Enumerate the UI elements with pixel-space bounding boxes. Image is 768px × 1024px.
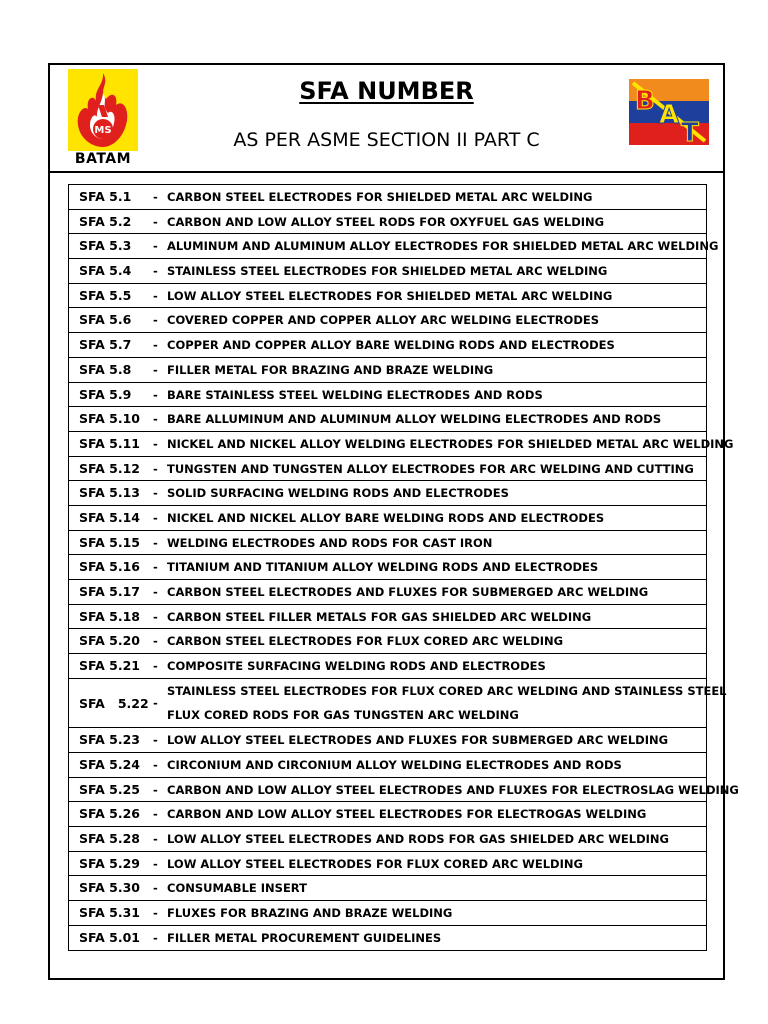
sfa-row <box>69 876 706 901</box>
sfa-dash: - <box>153 190 158 204</box>
sfa-dash: - <box>153 313 158 328</box>
sfa-row <box>69 926 706 951</box>
sfa-row <box>69 358 706 383</box>
sfa-code: SFA 5.20 <box>79 633 140 649</box>
sfa-dash: - <box>153 239 158 254</box>
sfa-dash: - <box>153 831 158 846</box>
sfa-dash: - <box>153 807 158 822</box>
sfa-list <box>68 184 739 951</box>
sfa-code: SFA 5.18 <box>79 608 140 624</box>
sfa-description: CARBON STEEL ELECTRODES FOR SHIELDED METAL ARC WELDING <box>167 190 593 204</box>
sfa-row <box>69 654 706 679</box>
sfa-row <box>69 580 706 605</box>
batam-logo-text: BATAM <box>74 151 132 167</box>
sfa-row <box>69 555 706 580</box>
sfa-row <box>69 481 706 506</box>
sfa-description: CARBON STEEL ELECTRODES FOR FLUX CORED ARC WELDING <box>167 634 564 649</box>
sfa-dash: - <box>153 264 158 279</box>
sfa-row <box>69 802 706 827</box>
sfa-row <box>69 185 706 210</box>
sfa-code: SFA 5.8 <box>79 361 132 377</box>
svg-text:A: A <box>659 100 680 130</box>
sfa-dash: - <box>153 461 158 476</box>
sfa-description: TITANIUM AND TITANIUM ALLOY WELDING RODS AND ELECTRODES <box>167 560 599 575</box>
sfa-description: CARBON AND LOW ALLOY STEEL ELECTRODES FOR ELECTROGAS WELDING <box>167 807 647 822</box>
sfa-dash: - <box>153 510 158 525</box>
sfa-dash: - <box>153 634 158 649</box>
sfa-dash: - <box>153 535 158 550</box>
sfa-description: CIRCONIUM AND CIRCONIUM ALLOY WELDING ELECTRODES AND RODS <box>167 757 622 772</box>
sfa-code: SFA 5.6 <box>79 312 132 328</box>
sfa-row <box>69 284 706 309</box>
sfa-dash: - <box>153 782 158 797</box>
sfa-code: SFA 5.28 <box>79 830 140 846</box>
sfa-row <box>69 308 706 333</box>
sfa-dash: - <box>153 436 158 451</box>
sfa-row <box>69 852 706 877</box>
header <box>50 65 723 173</box>
sfa-row <box>69 605 706 630</box>
bat-logo-icon <box>629 79 709 145</box>
sfa-description: SOLID SURFACING WELDING RODS AND ELECTRODES <box>167 486 509 501</box>
sfa-dash: - <box>153 585 158 599</box>
sfa-code: SFA 5.7 <box>79 337 132 353</box>
sfa-description-line: FLUX CORED RODS FOR GAS TUNGSTEN ARC WELDING <box>167 708 519 723</box>
sfa-dash: - <box>153 757 158 772</box>
sfa-row <box>69 457 706 482</box>
sfa-code: SFA 5.12 <box>79 460 140 476</box>
sfa-code: SFA 5.26 <box>79 806 140 822</box>
sfa-row <box>69 506 706 531</box>
sfa-description: FLUXES FOR BRAZING AND BRAZE WELDING <box>167 905 453 920</box>
sfa-description: LOW ALLOY STEEL ELECTRODES AND RODS FOR GAS SHIELDED ARC WELDING <box>167 831 669 846</box>
sfa-row <box>69 531 706 556</box>
sfa-row <box>69 234 719 259</box>
sfa-row <box>69 679 727 728</box>
sfa-description: CARBON AND LOW ALLOY STEEL ELECTRODES AND FLUXES FOR ELECTROSLAG WELDING <box>167 782 739 797</box>
sfa-description: NICKEL AND NICKEL ALLOY WELDING ELECTRODES FOR SHIELDED METAL ARC WELDING <box>167 436 734 451</box>
svg-text:MS: MS <box>94 125 112 136</box>
sfa-description: ALUMINUM AND ALUMINUM ALLOY ELECTRODES FOR SHIELDED METAL ARC WELDING <box>167 239 719 254</box>
sfa-description: LOW ALLOY STEEL ELECTRODES FOR SHIELDED METAL ARC WELDING <box>167 288 613 303</box>
sfa-dash: - <box>153 881 158 896</box>
sfa-code: SFA 5.1 <box>79 189 132 204</box>
sfa-description: CONSUMABLE INSERT <box>167 881 307 896</box>
sfa-description <box>167 679 727 728</box>
sfa-row <box>69 753 706 778</box>
sfa-dash: - <box>153 560 158 575</box>
sfa-dash: - <box>153 338 158 353</box>
sfa-row <box>69 778 739 803</box>
sfa-description: NICKEL AND NICKEL ALLOY BARE WELDING RODS AND ELECTRODES <box>167 510 605 525</box>
svg-text:T: T <box>681 118 699 145</box>
sfa-description: COPPER AND COPPER ALLOY BARE WELDING RODS AND ELECTRODES <box>167 338 615 353</box>
sfa-code: SFA 5.24 <box>79 756 140 772</box>
sfa-row <box>69 210 706 235</box>
sfa-description: COMPOSITE SURFACING WELDING RODS AND ELECTRODES <box>167 659 546 674</box>
sfa-description: STAINLESS STEEL ELECTRODES FOR SHIELDED METAL ARC WELDING <box>167 264 608 279</box>
sfa-row <box>69 383 706 408</box>
svg-text:B: B <box>635 86 655 116</box>
sfa-code: SFA 5.5 <box>79 287 132 303</box>
sfa-dash: - <box>153 930 158 945</box>
sfa-code: SFA 5.01 <box>79 929 140 945</box>
sfa-code: SFA 5.13 <box>79 485 140 501</box>
sfa-code: SFA 5.16 <box>79 559 140 575</box>
sfa-description: CARBON STEEL FILLER METALS FOR GAS SHIELDED ARC WELDING <box>167 609 592 624</box>
sfa-code: SFA 5.31 <box>79 904 140 920</box>
sfa-description: FILLER METAL PROCUREMENT GUIDELINES <box>167 930 442 945</box>
sfa-row <box>69 407 706 432</box>
sfa-description: COVERED COPPER AND COPPER ALLOY ARC WELDING ELECTRODES <box>167 313 600 328</box>
sfa-code: SFA 5.29 <box>79 855 140 871</box>
sfa-code: SFA 5.3 <box>79 238 132 254</box>
sfa-code: SFA 5.30 <box>79 880 140 896</box>
sfa-dash: - <box>153 695 158 710</box>
sfa-dash: - <box>153 362 158 377</box>
sfa-description: WELDING ELECTRODES AND RODS FOR CAST IRON <box>167 535 493 550</box>
sfa-dash: - <box>153 486 158 501</box>
sfa-dash: - <box>153 412 158 427</box>
sfa-description: TUNGSTEN AND TUNGSTEN ALLOY ELECTRODES FOR ARC WELDING AND CUTTING <box>167 461 694 476</box>
page-title: SFA NUMBER <box>299 77 474 105</box>
sfa-code: SFA 5.11 <box>79 435 140 451</box>
sfa-code: SFA 5.21 <box>79 658 140 674</box>
sfa-code: SFA 5.15 <box>79 534 140 550</box>
sfa-dash: - <box>153 387 158 402</box>
sfa-dash: - <box>153 733 158 748</box>
sfa-code: SFA 5.4 <box>79 263 132 279</box>
page-subtitle: AS PER ASME SECTION II PART C <box>233 129 540 151</box>
sfa-code: SFA 5.10 <box>79 411 140 427</box>
sfa-code: SFA 5.2 <box>79 213 132 229</box>
sfa-code: SFA 5.9 <box>79 386 132 402</box>
sfa-dash: - <box>153 609 158 624</box>
sfa-code: SFA 5.25 <box>79 781 140 797</box>
sfa-row <box>69 827 706 852</box>
sfa-row <box>69 629 706 654</box>
sfa-description: CARBON AND LOW ALLOY STEEL RODS FOR OXYFUEL GAS WELDING <box>167 214 605 229</box>
sfa-description: FILLER METAL FOR BRAZING AND BRAZE WELDING <box>167 362 494 377</box>
sfa-code: SFA 5.23 <box>79 732 140 748</box>
sfa-dash: - <box>153 214 158 229</box>
sfa-description: LOW ALLOY STEEL ELECTRODES AND FLUXES FOR SUBMERGED ARC WELDING <box>167 733 669 748</box>
sfa-description: LOW ALLOY STEEL ELECTRODES FOR FLUX CORED ARC WELDING <box>167 856 583 871</box>
sfa-row <box>69 259 706 284</box>
sfa-dash: - <box>153 856 158 871</box>
sfa-dash: - <box>153 288 158 303</box>
sfa-row <box>69 901 706 926</box>
sfa-code: SFA 5.22 <box>79 695 149 711</box>
sfa-description: CARBON STEEL ELECTRODES AND FLUXES FOR SUBMERGED ARC WELDING <box>167 585 649 599</box>
bat-logo <box>629 79 709 145</box>
sfa-dash: - <box>153 659 158 674</box>
sfa-code: SFA 5.14 <box>79 509 140 525</box>
sfa-description: BARE ALLUMINUM AND ALUMINUM ALLOY WELDING ELECTRODES AND RODS <box>167 412 662 427</box>
sfa-dash: - <box>153 905 158 920</box>
sfa-description-line: STAINLESS STEEL ELECTRODES FOR FLUX CORED ARC WELDING AND STAINLESS STEEL <box>167 683 727 698</box>
sfa-row <box>69 728 706 753</box>
sfa-row <box>69 432 734 457</box>
sfa-code: SFA 5.17 <box>79 584 140 599</box>
sfa-description: BARE STAINLESS STEEL WELDING ELECTRODES AND RODS <box>167 387 543 402</box>
sfa-row <box>69 333 706 358</box>
